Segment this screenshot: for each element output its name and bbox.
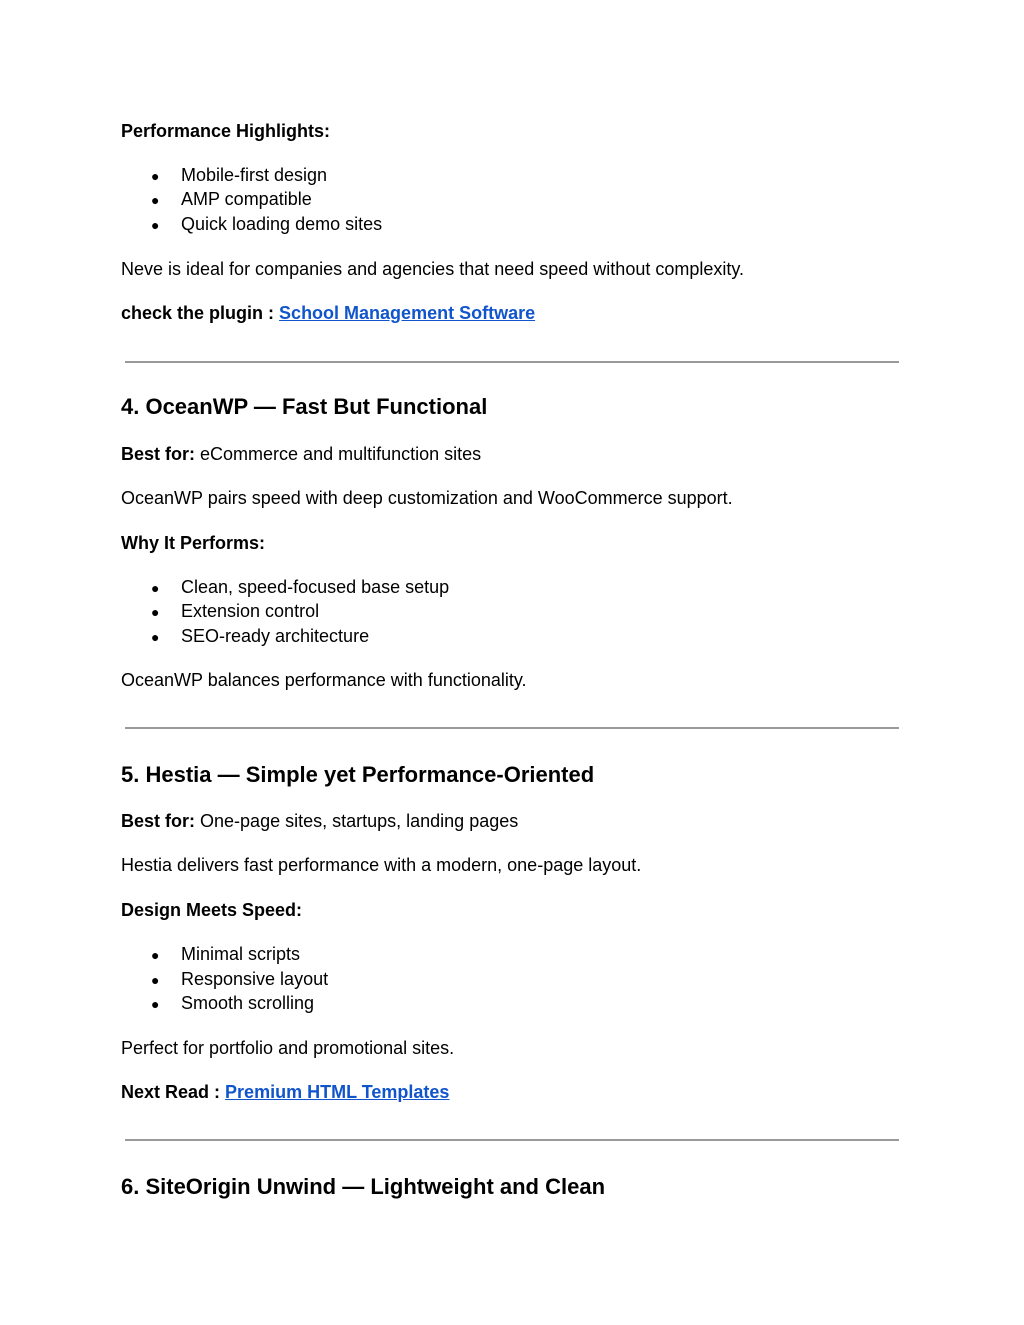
list-item-text: SEO-ready architecture <box>181 626 370 646</box>
bullet-icon: ● <box>151 192 160 208</box>
bullet-icon: ● <box>151 629 160 645</box>
premium-html-templates-link[interactable]: Premium HTML Templates <box>225 1082 450 1102</box>
divider <box>125 727 899 729</box>
list-item <box>151 213 382 236</box>
list-item-text: Minimal scripts <box>181 944 301 964</box>
bullet-icon: ● <box>151 217 160 233</box>
bullet-icon: ● <box>151 996 160 1012</box>
list-item <box>151 943 300 966</box>
best-for-line <box>121 443 481 465</box>
list-item-text: AMP compatible <box>181 189 312 209</box>
list-item-text: Extension control <box>181 601 320 621</box>
divider <box>125 361 899 363</box>
subheading: Design Meets Speed: <box>121 900 303 920</box>
school-management-software-link[interactable]: School Management Software <box>279 303 536 323</box>
paragraph: OceanWP pairs speed with deep customization and WooCommerce support. <box>121 488 733 508</box>
list-item <box>151 992 314 1015</box>
list-item <box>151 625 369 648</box>
list-item-text: Responsive layout <box>181 969 329 989</box>
list-item-text: Quick loading demo sites <box>181 214 383 234</box>
link-label: Next Read : <box>121 1082 221 1102</box>
list-item <box>151 188 312 211</box>
paragraph: Neve is ideal for companies and agencies that need speed without complexity. <box>121 259 745 279</box>
divider <box>125 1139 899 1141</box>
best-for-label: Best for: <box>121 444 196 464</box>
bullet-icon: ● <box>151 947 160 963</box>
section-heading: 4. OceanWP — Fast But Functional <box>121 394 488 419</box>
list-item <box>151 968 328 991</box>
section-heading: 5. Hestia — Simple yet Performance-Oriented <box>121 762 595 787</box>
paragraph: Hestia delivers fast performance with a modern, one-page layout. <box>121 855 642 875</box>
best-for-label: Best for: <box>121 811 196 831</box>
link-line <box>121 302 535 324</box>
bullet-icon: ● <box>151 580 160 596</box>
section-heading: 6. SiteOrigin Unwind — Lightweight and Clean <box>121 1174 606 1199</box>
link-line <box>121 1081 449 1103</box>
subheading: Why It Performs: <box>121 533 266 553</box>
bullet-icon: ● <box>151 972 160 988</box>
bullet-icon: ● <box>151 604 160 620</box>
list-item <box>151 600 319 623</box>
paragraph: Perfect for portfolio and promotional sites. <box>121 1038 455 1058</box>
paragraph: OceanWP balances performance with functionality. <box>121 670 527 690</box>
list-item-text: Smooth scrolling <box>181 993 315 1013</box>
link-label: check the plugin : <box>121 303 275 323</box>
best-for-value: eCommerce and multifunction sites <box>200 444 482 464</box>
best-for-value: One-page sites, startups, landing pages <box>200 811 519 831</box>
bullet-icon: ● <box>151 168 160 184</box>
best-for-line <box>121 810 518 832</box>
subheading: Performance Highlights: <box>121 121 331 141</box>
list-item-text: Clean, speed-focused base setup <box>181 577 450 597</box>
list-item <box>151 576 449 599</box>
list-item <box>151 164 327 187</box>
list-item-text: Mobile-first design <box>181 165 328 185</box>
